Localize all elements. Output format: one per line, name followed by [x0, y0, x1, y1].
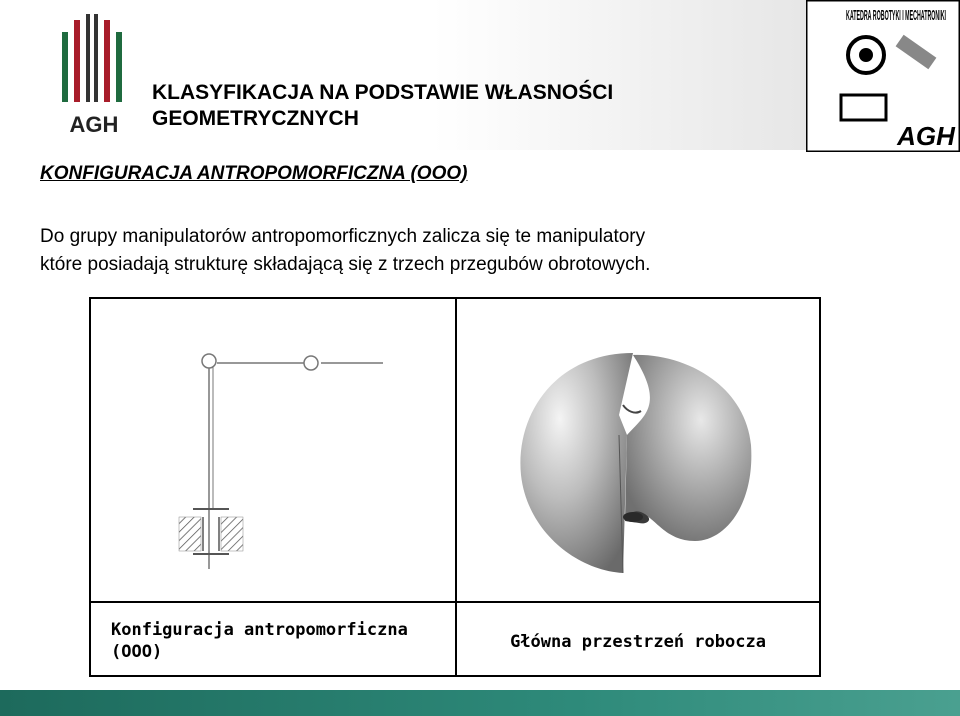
footer-band — [0, 690, 960, 716]
caption-left: Konfiguracja antropomorficzna (OOO) — [111, 620, 408, 662]
dept-logo-abbr: AGH — [897, 121, 955, 151]
joint-1-icon — [202, 354, 216, 368]
base-right-hatch — [221, 517, 243, 551]
base-left-hatch — [179, 517, 201, 551]
section-subtitle: KONFIGURACJA ANTROPOMORFICZNA (OOO) — [40, 163, 468, 184]
agh-university-logo — [58, 12, 130, 137]
agh-logo-text: AGH — [69, 112, 119, 137]
page-title-line2: GEOMETRYCZNYCH — [152, 107, 359, 130]
body-line-2: które posiadają strukturę składającą się z trzech przegubów obrotowych. — [40, 254, 651, 275]
kinematic-diagram — [151, 339, 451, 579]
page-title — [152, 80, 752, 132]
body-paragraph — [40, 223, 940, 279]
page-title-line1: KLASYFIKACJA NA PODSTAWIE WŁASNOŚCI — [152, 81, 614, 104]
figure-table — [89, 297, 821, 677]
figure-divider-vertical — [455, 299, 457, 603]
caption-right: Główna przestrzeń robocza — [510, 632, 766, 652]
joint-2-icon — [304, 356, 318, 370]
workspace-render — [515, 345, 759, 585]
department-logo — [806, 0, 960, 152]
body-line-1: Do grupy manipulatorów antropomorficznych zalicza się te manipulatory — [40, 226, 646, 247]
dept-logo-text: KATEDRA ROBOTYKI I MECHATRONIKI — [846, 7, 946, 24]
